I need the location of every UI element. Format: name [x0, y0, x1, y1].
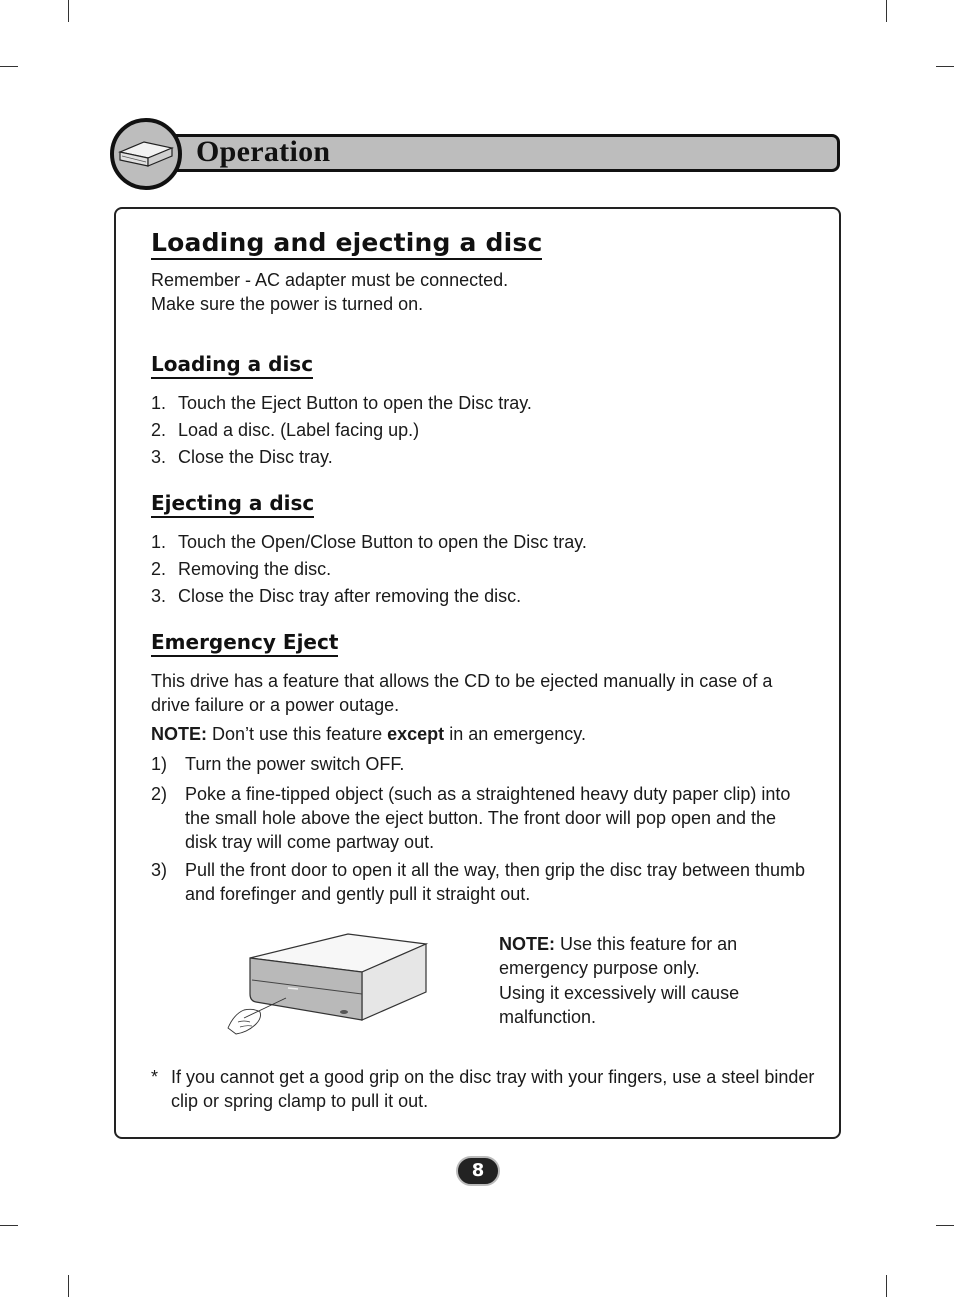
crop-mark — [0, 1225, 18, 1226]
note-text: Don’t use this feature — [212, 724, 383, 744]
crop-mark — [68, 1275, 69, 1297]
crop-mark — [886, 0, 887, 22]
step-number: 1. — [151, 393, 167, 413]
step-text: Pull the front door to open it all the way, then grip the disc tray between thumb and forefinger and gently pull it straight out. — [185, 860, 806, 904]
step-number: 3. — [151, 586, 167, 606]
ejecting-heading: Ejecting a disc — [151, 491, 314, 518]
step-number: 3. — [151, 447, 167, 467]
figure-note — [499, 932, 737, 956]
step-text: Load a disc. (Label facing up.) — [178, 420, 420, 440]
list-item — [151, 752, 811, 776]
footnote-text: If you cannot get a good grip on the disc tray with your fingers, use a steel binder clip or spring clamp to pull it out. — [171, 1067, 815, 1111]
step-number: 2) — [151, 784, 168, 804]
intro-line: Make sure the power is turned on. — [151, 294, 424, 314]
figure-note-line: emergency purpose only. — [499, 958, 700, 978]
footnote — [151, 1065, 821, 1113]
section-title: Loading and ejecting a disc — [151, 228, 542, 260]
note-text: in an emergency. — [449, 724, 586, 744]
crop-mark — [68, 0, 69, 22]
crop-mark — [886, 1275, 887, 1297]
note-label: NOTE: — [499, 934, 555, 954]
crop-mark — [936, 66, 954, 67]
list-item — [151, 858, 811, 906]
step-text: Touch the Eject Button to open the Disc tray. — [178, 393, 532, 413]
loading-heading: Loading a disc — [151, 352, 313, 379]
figure-note-line: Using it excessively will cause — [499, 983, 740, 1003]
crop-mark — [936, 1225, 954, 1226]
step-number: 1. — [151, 532, 167, 552]
step-text: Turn the power switch OFF. — [185, 754, 405, 774]
list-item — [151, 530, 587, 554]
step-number: 2. — [151, 559, 167, 579]
disc-drive-icon — [110, 118, 182, 190]
note-text: Use this feature for an — [560, 934, 738, 954]
emergency-heading: Emergency Eject — [151, 630, 338, 657]
list-item — [151, 782, 811, 854]
step-text: Poke a fine-tipped object (such as a straightened heavy duty paper clip) into the small hole above the eject button. The front door will pop open and the disk tray will come partway out. — [185, 784, 791, 852]
list-item — [151, 557, 331, 581]
list-item — [151, 418, 419, 442]
step-number: 1) — [151, 754, 168, 774]
figure-note-line: malfunction. — [499, 1007, 597, 1027]
drive-illustration — [222, 928, 432, 1045]
step-text: Touch the Open/Close Button to open the Disc tray. — [178, 532, 587, 552]
emergency-note — [151, 722, 811, 746]
list-item — [151, 391, 532, 415]
intro-line: Remember - AC adapter must be connected. — [151, 270, 509, 290]
footnote-mark: * — [151, 1067, 159, 1087]
page-title: Operation — [196, 135, 331, 168]
list-item — [151, 584, 521, 608]
note-label: NOTE: — [151, 724, 207, 744]
crop-mark — [0, 66, 18, 67]
note-emphasis: except — [387, 724, 445, 744]
step-number: 2. — [151, 420, 167, 440]
page-number: 8 — [456, 1156, 500, 1186]
step-text: Removing the disc. — [178, 559, 332, 579]
step-text: Close the Disc tray after removing the disc. — [178, 586, 522, 606]
step-number: 3) — [151, 860, 168, 880]
emergency-description: This drive has a feature that allows the CD to be ejected manually in case of a drive failure or a power outage. — [151, 671, 773, 715]
list-item — [151, 445, 333, 469]
step-text: Close the Disc tray. — [178, 447, 333, 467]
